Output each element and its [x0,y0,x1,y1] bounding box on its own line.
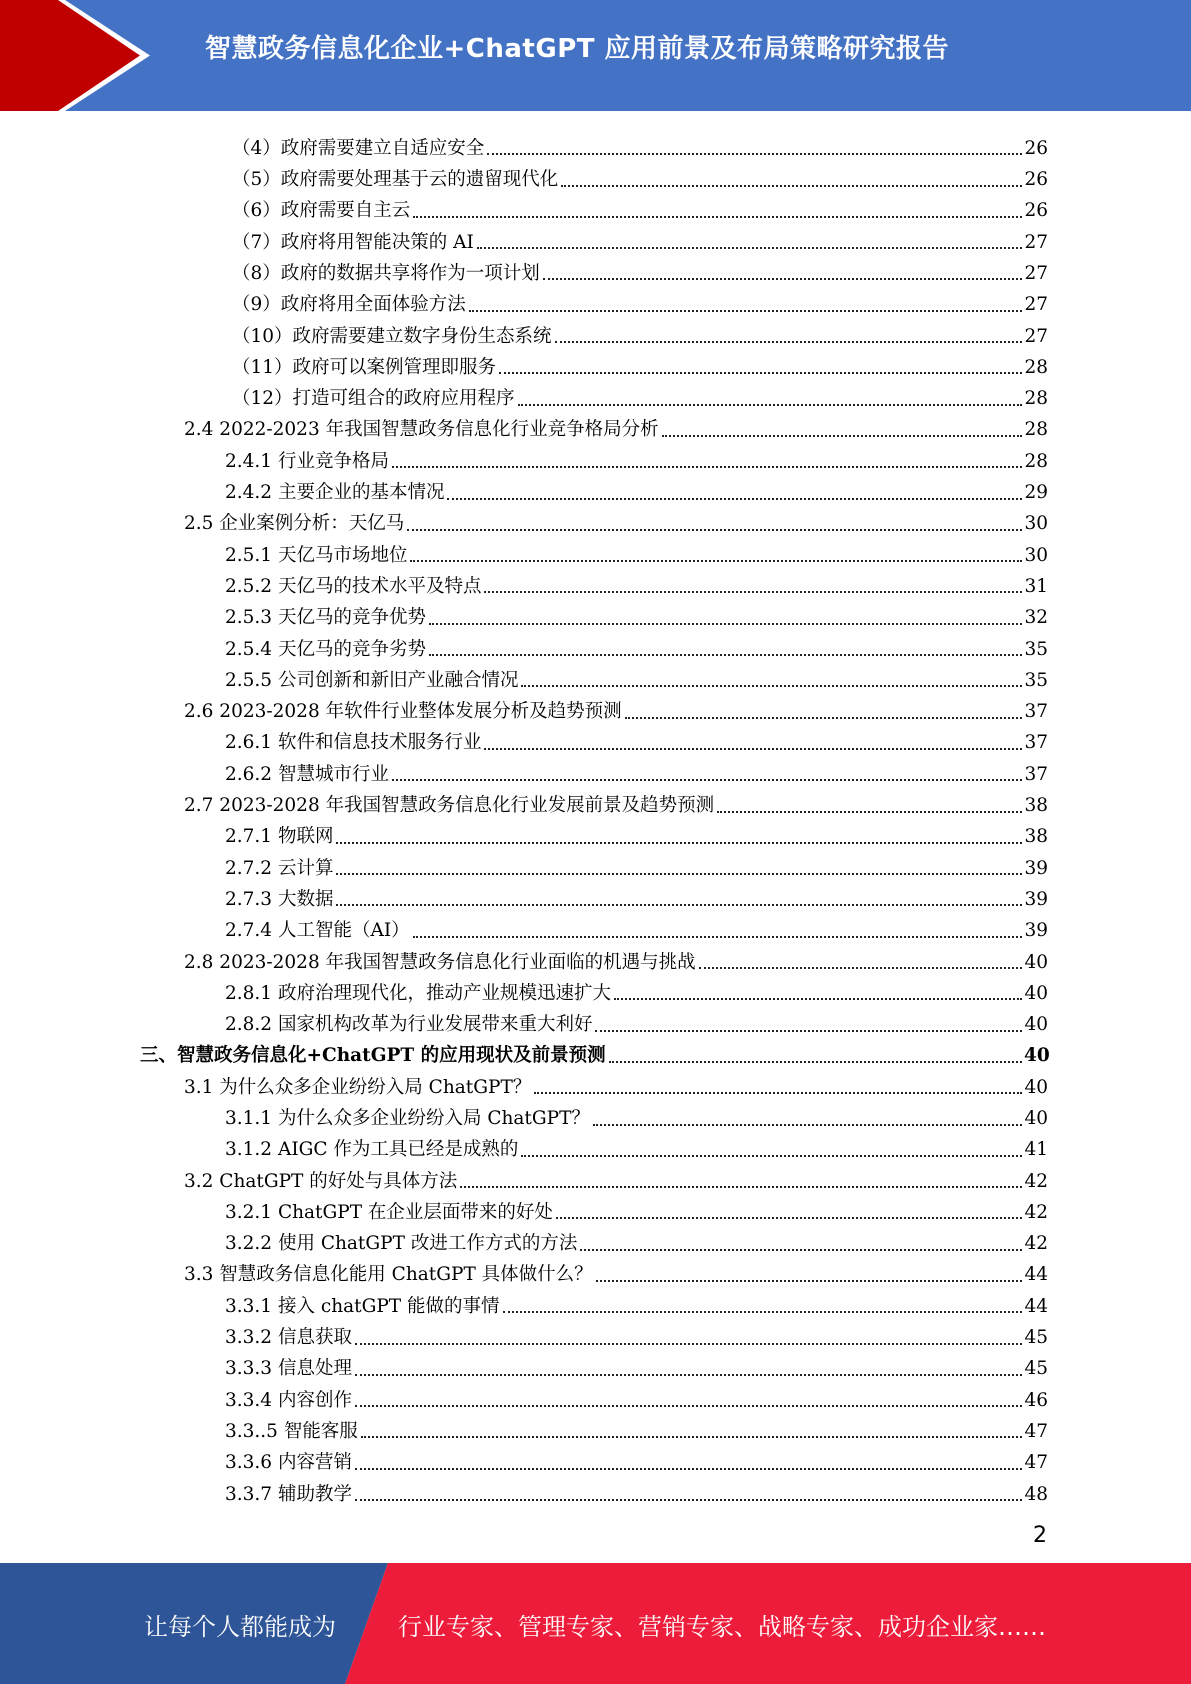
toc-dot-leader [447,498,1022,500]
toc-entry[interactable] [0,1222,1191,1253]
toc-dot-leader [392,779,1022,781]
toc-entry-page: 28 [1024,388,1048,410]
toc-entry[interactable] [0,596,1191,627]
toc-entry-page: 48 [1024,1483,1048,1505]
toc-entry-title: 2.5.1 天亿马市场地位 [225,544,408,566]
toc-entry-page: 42 [1024,1233,1048,1255]
toc-entry[interactable] [0,847,1191,878]
toc-entry-page: 47 [1024,1420,1048,1442]
toc-entry-title: 3.3.7 辅助教学 [225,1483,352,1505]
toc-entry-page: 30 [1024,544,1048,566]
toc-entry-page: 45 [1024,1327,1048,1349]
toc-entry-title: 3.2.1 ChatGPT 在企业层面带来的好处 [225,1201,553,1223]
toc-dot-leader [355,1468,1022,1470]
toc-entry-title: 2.5.3 天亿马的竞争优势 [225,607,426,629]
toc-dot-leader [499,372,1022,374]
toc-entry-page: 41 [1024,1139,1048,1161]
toc-entry[interactable] [0,1035,1191,1066]
toc-entry-page: 40 [1024,1045,1050,1067]
toc-entry-title: 3.2.2 使用 ChatGPT 改进工作方式的方法 [225,1233,578,1255]
toc-entry-page: 35 [1024,669,1048,691]
toc-dot-leader [595,1030,1022,1032]
toc-dot-leader [561,185,1022,187]
toc-entry[interactable] [0,1254,1191,1285]
toc-dot-leader [580,1249,1022,1251]
toc-dot-leader [407,529,1022,531]
toc-entry[interactable] [0,346,1191,377]
toc-entry-title: 2.7.2 云计算 [225,857,334,879]
toc-dot-leader [521,685,1022,687]
toc-entry-title: 2.6.1 软件和信息技术服务行业 [225,732,482,754]
toc-entry[interactable] [0,503,1191,534]
toc-entry[interactable] [0,1066,1191,1097]
toc-entry-title: 2.7.1 物联网 [225,826,334,848]
toc-dot-leader [614,998,1022,1000]
toc-dot-leader [469,310,1022,312]
toc-entry[interactable] [0,1379,1191,1410]
toc-entry-page: 40 [1024,951,1048,973]
toc-entry[interactable] [0,1129,1191,1160]
toc-entry-title: 3.3.4 内容创作 [225,1389,352,1411]
toc-entry-title: 三、智慧政务信息化+ChatGPT 的应用现状及前景预测 [140,1045,606,1067]
toc-dot-leader [543,278,1022,280]
toc-entry-title: 2.4 2022-2023 年我国智慧政务信息化行业竞争格局分析 [184,419,659,441]
toc-entry[interactable] [0,659,1191,690]
toc-dot-leader [336,904,1022,906]
page-footer [0,1563,1191,1684]
toc-entry[interactable] [0,1348,1191,1379]
toc-entry-page: 27 [1024,294,1048,316]
toc-entry[interactable] [0,878,1191,909]
toc-entry-title: （4）政府需要建立自适应安全 [232,137,485,159]
toc-entry-title: 3.2 ChatGPT 的好处与具体方法 [184,1170,458,1192]
toc-dot-leader [556,1217,1022,1219]
toc-entry-title: 2.5 企业案例分析：天亿马 [184,513,405,535]
toc-entry-title: （6）政府需要自主云 [232,200,411,222]
toc-dot-leader [413,216,1022,218]
toc-entry-title: 2.8 2023-2028 年我国智慧政务信息化行业面临的机遇与挑战 [184,951,696,973]
toc-entry-page: 32 [1024,607,1048,629]
toc-entry-title: 2.7 2023-2028 年我国智慧政务信息化行业发展前景及趋势预测 [184,795,715,817]
toc-entry[interactable] [0,753,1191,784]
toc-entry[interactable] [0,409,1191,440]
toc-dot-leader [662,435,1022,437]
toc-entry[interactable] [0,471,1191,502]
toc-entry-page: 27 [1024,231,1048,253]
toc-entry-page: 39 [1024,857,1048,879]
toc-dot-leader [355,1405,1022,1407]
toc-dot-leader [392,466,1022,468]
toc-entry-page: 44 [1024,1264,1048,1286]
toc-dot-leader [429,654,1022,656]
header-red-chevron-icon [0,0,150,111]
toc-dot-leader [484,591,1022,593]
toc-entry[interactable] [0,534,1191,565]
toc-entry-title: 3.3.6 内容营销 [225,1452,352,1474]
footer-slogan-right: 行业专家、管理专家、营销专家、战略专家、成功企业家…… [398,1613,1046,1641]
toc-entry-page: 26 [1024,200,1048,222]
toc-entry-title: 2.8.1 政府治理现代化，推动产业规模迅速扩大 [225,982,611,1004]
toc-entry-page: 40 [1024,1076,1048,1098]
toc-dot-leader [355,1499,1022,1501]
toc-entry-title: 2.6 2023-2028 年软件行业整体发展分析及趋势预测 [184,701,622,723]
toc-entry-title: 2.6.2 智慧城市行业 [225,763,389,785]
toc-entry-title: （9）政府将用全面体验方法 [232,294,466,316]
toc-entry[interactable] [0,440,1191,471]
toc-entry-title: （5）政府需要处理基于云的遗留现代化 [232,169,559,191]
toc-entry-title: 3.3..5 智能客服 [225,1420,358,1442]
toc-entry[interactable] [0,1285,1191,1316]
toc-dot-leader [699,967,1022,969]
toc-entry[interactable] [0,909,1191,940]
toc-entry-page: 47 [1024,1452,1048,1474]
report-title: 智慧政务信息化企业+ChatGPT 应用前景及布局策略研究报告 [205,34,950,64]
toc-dot-leader [596,1280,1022,1282]
toc-entry-title: 2.7.4 人工智能（AI） [225,920,410,942]
toc-entry[interactable] [0,784,1191,815]
toc-entry-page: 38 [1024,826,1048,848]
toc-entry-title: （7）政府将用智能决策的 AI [232,231,474,253]
toc-entry-page: 28 [1024,356,1048,378]
toc-dot-leader [355,1343,1022,1345]
toc-entry[interactable] [0,565,1191,596]
toc-entry-title: 2.5.4 天亿马的竞争劣势 [225,638,426,660]
toc-dot-leader [429,623,1022,625]
toc-entry-page: 40 [1024,1014,1048,1036]
toc-entry-title: 3.1.1 为什么众多企业纷纷入局 ChatGPT？ [225,1108,590,1129]
toc-entry-page: 28 [1024,419,1048,441]
toc-entry[interactable] [0,1410,1191,1441]
toc-entry-title: 2.4.1 行业竞争格局 [225,450,389,472]
toc-dot-leader [717,811,1022,813]
toc-entry-page: 27 [1024,262,1048,284]
toc-entry-page: 42 [1024,1201,1048,1223]
toc-entry-title: 3.1.2 AIGC 作为工具已经是成熟的 [225,1139,519,1161]
toc-entry-page: 31 [1024,575,1048,597]
toc-entry[interactable] [0,1441,1191,1472]
toc-entry[interactable] [0,722,1191,753]
toc-entry-title: 2.7.3 大数据 [225,888,334,910]
toc-entry[interactable] [0,941,1191,972]
toc-entry[interactable] [0,221,1191,252]
toc-entry[interactable] [0,1191,1191,1222]
toc-entry-title: 3.3.3 信息处理 [225,1358,352,1380]
toc-entry-page: 44 [1024,1295,1048,1317]
toc-entry[interactable] [0,1160,1191,1191]
toc-entry[interactable] [0,972,1191,1003]
toc-dot-leader [518,404,1022,406]
toc-entry-title: 3.3.1 接入 chatGPT 能做的事情 [225,1295,500,1317]
toc-entry-page: 37 [1024,701,1048,723]
toc-dot-leader [609,1061,1022,1063]
toc-entry[interactable] [0,1097,1191,1128]
toc-entry-page: 46 [1024,1389,1048,1411]
toc-entry[interactable] [0,158,1191,189]
toc-entry-title: （12）打造可组合的政府应用程序 [232,388,515,410]
toc-dot-leader [460,1186,1022,1188]
toc-entry-page: 26 [1024,169,1048,191]
toc-entry-title: 2.4.2 主要企业的基本情况 [225,482,445,504]
toc-entry[interactable] [0,190,1191,221]
toc-entry[interactable] [0,377,1191,408]
toc-dot-leader [534,1092,1022,1094]
toc-dot-leader [336,842,1022,844]
toc-entry-page: 40 [1024,1108,1048,1129]
toc-entry[interactable] [0,1473,1191,1504]
toc-dot-leader [355,1374,1022,1376]
toc-entry[interactable] [0,315,1191,346]
toc-dot-leader [503,1311,1022,1313]
toc-entry-page: 29 [1024,482,1048,504]
toc-entry[interactable] [0,1316,1191,1347]
toc-dot-leader [410,560,1022,562]
toc-dot-leader [477,247,1022,249]
toc-entry-page: 30 [1024,513,1048,535]
toc-entry-title: （8）政府的数据共享将作为一项计划 [232,262,540,284]
toc-dot-leader [487,153,1022,155]
page-number: 2 [1033,1523,1047,1548]
toc-entry-page: 42 [1024,1170,1048,1192]
toc-entry-title: （11）政府可以案例管理即服务 [232,356,497,378]
toc-entry-title: 2.5.5 公司创新和新旧产业融合情况 [225,669,519,691]
toc-entry[interactable] [0,1003,1191,1034]
toc-entry-page: 40 [1024,982,1048,1004]
toc-entry-title: 2.8.2 国家机构改革为行业发展带来重大利好 [225,1014,593,1036]
toc-dot-leader [413,936,1022,938]
toc-dot-leader [625,717,1022,719]
toc-entry[interactable] [0,127,1191,158]
toc-entry-page: 28 [1024,450,1048,472]
toc-entry-page: 26 [1024,137,1048,159]
toc-entry-page: 39 [1024,888,1048,910]
toc-entry-page: 45 [1024,1358,1048,1380]
toc-entry-title: 3.1 为什么众多企业纷纷入局 ChatGPT？ [184,1076,532,1098]
toc-entry[interactable] [0,252,1191,283]
toc-dot-leader [593,1124,1022,1126]
toc-entry-title: （10）政府需要建立数字身份生态系统 [232,325,552,347]
toc-dot-leader [484,748,1022,750]
table-of-contents [0,127,1191,1504]
toc-entry-title: 2.5.2 天亿马的技术水平及特点 [225,575,482,597]
toc-entry-title: 3.3 智慧政务信息化能用 ChatGPT 具体做什么？ [184,1264,593,1286]
report-header [0,0,1191,111]
toc-dot-leader [555,341,1022,343]
toc-dot-leader [336,873,1022,875]
toc-entry-title: 3.3.2 信息获取 [225,1327,352,1349]
toc-entry-page: 27 [1024,325,1048,347]
toc-entry-page: 35 [1024,638,1048,660]
toc-entry[interactable] [0,816,1191,847]
toc-entry-page: 37 [1024,732,1048,754]
toc-entry-page: 37 [1024,763,1048,785]
toc-entry[interactable] [0,283,1191,314]
footer-slogan-left: 让每个人都能成为 [144,1613,336,1641]
toc-dot-leader [361,1436,1022,1438]
toc-dot-leader [521,1155,1022,1157]
toc-entry[interactable] [0,628,1191,659]
toc-entry[interactable] [0,690,1191,721]
toc-entry-page: 39 [1024,920,1048,942]
toc-entry-page: 38 [1024,795,1048,817]
